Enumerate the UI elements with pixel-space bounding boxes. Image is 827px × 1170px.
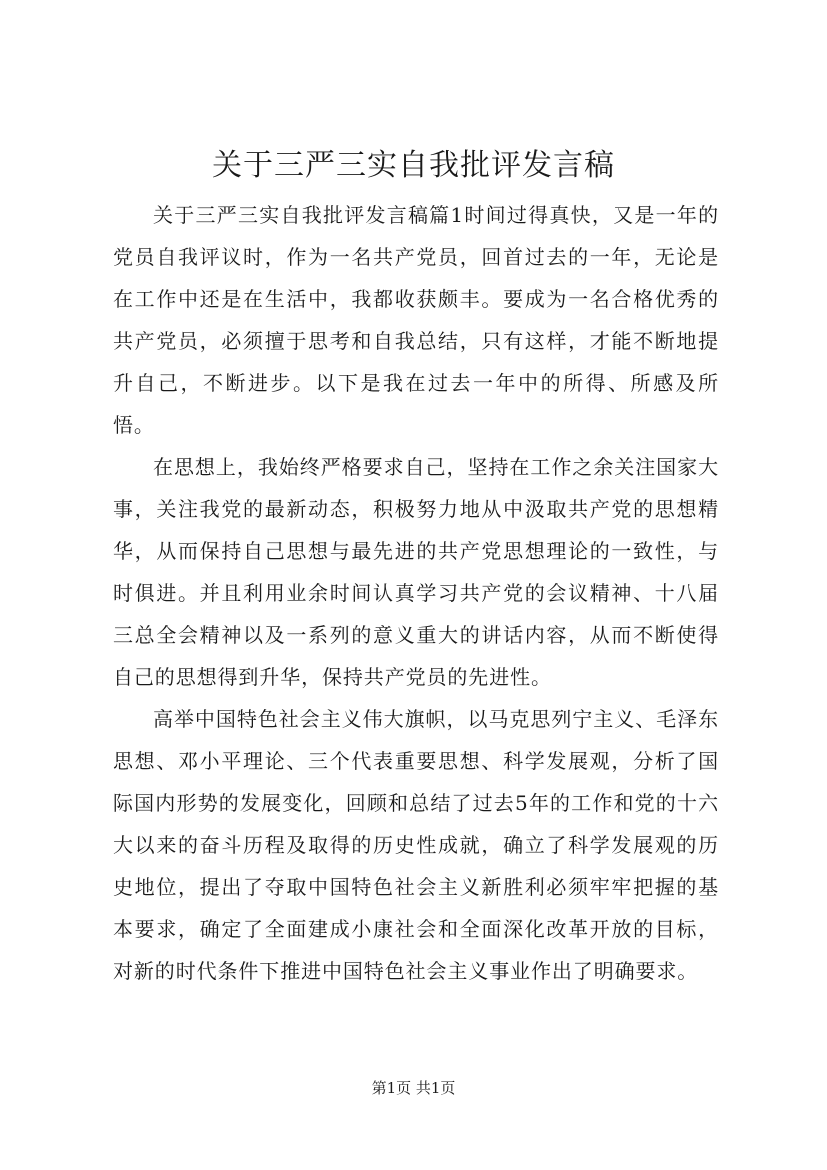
document-body (113, 194, 719, 992)
page-footer: 第1页 共1页 (371, 1079, 456, 1097)
document-title: 关于三严三实自我批评发言稿 (212, 148, 615, 183)
paragraph-3: 高举中国特色社会主义伟大旗帜，以马克思列宁主义、毛泽东思想、邓小平理论、三个代表重要思想、科学发展观，分析了国际国内形势的发展变化，回顾和总结了过去5年的工作和党的十六大以来的奋斗历程及取得的历史性成就，确立了科学发展观的历史地位，提出了夺取中国特色社会主义新胜利必须牢牢把握的基本要求，确定了全面建成小康社会和全面深化改革开放的目标，对新的时代条件下推进中国特色社会主义事业作出了明确要求。 (113, 707, 719, 983)
paragraph-2: 在思想上，我始终严格要求自己，坚持在工作之余关注国家大事，关注我党的最新动态，积极努力地从中汲取共产党的思想精华，从而保持自己思想与最先进的共产党思想理论的一致性，与时俱进。并且利用业余时间认真学习共产党的会议精神、十八届三总全会精神以及一系列的意义重大的讲话内容，从而不断使得自己的思想得到升华，保持共产党员的先进性。 (113, 455, 719, 689)
paragraph-1: 关于三严三实自我批评发言稿篇1时间过得真快，又是一年的党员自我评议时，作为一名共产党员，回首过去的一年，无论是在工作中还是在生活中，我都收获颇丰。要成为一名合格优秀的共产党员，必须擅于思考和自我总结，只有这样，才能不断地提升自己，不断进步。以下是我在过去一年中的所得、所感及所悟。 (113, 203, 719, 437)
